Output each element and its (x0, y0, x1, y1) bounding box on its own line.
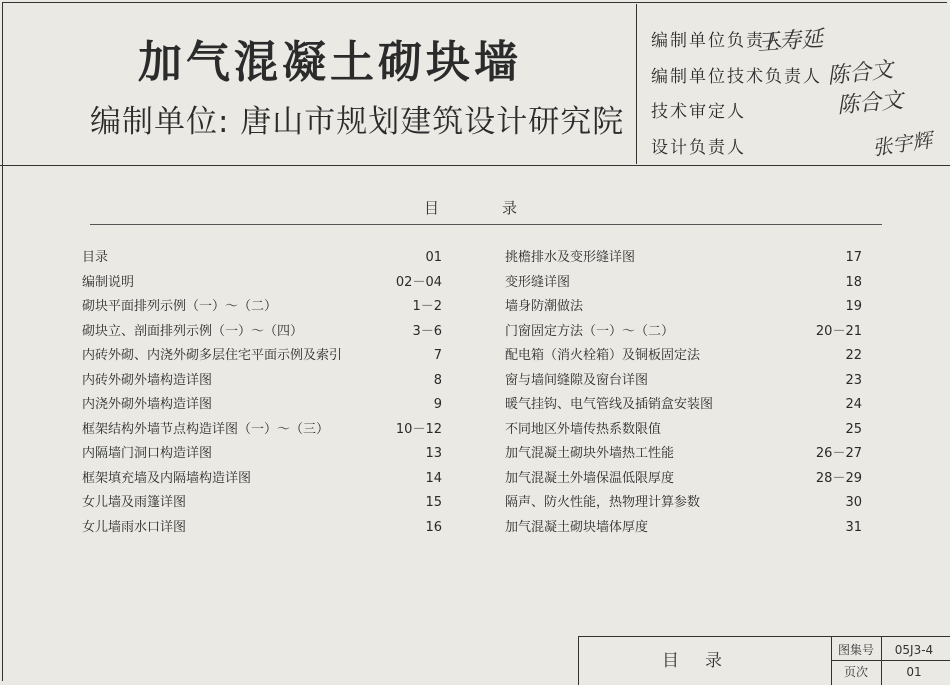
toc-entry-page: 30 (845, 495, 862, 511)
document-title: 加气混凝土砌块墙 (138, 37, 522, 88)
toc-entry (505, 246, 862, 271)
toc-entry-page: 3－6 (412, 323, 442, 339)
toc-entry (505, 320, 862, 345)
toc-entry-page: 26－27 (815, 446, 862, 462)
signature-design-lead: 张宇辉 (870, 127, 934, 161)
toc-divider (90, 224, 882, 225)
toc-entry-page: 28－29 (815, 470, 862, 486)
toc-entry-title: 变形缝详图 (505, 274, 571, 290)
toc-entry-page: 7 (433, 348, 442, 364)
toc-entry (82, 442, 442, 467)
toc-heading-char-2: 录 (502, 199, 518, 217)
toc-entry (505, 467, 862, 492)
title-block (578, 636, 950, 685)
toc-entry (505, 491, 862, 516)
toc-entry-title: 框架结构外墙节点构造详图（一）～（三） (82, 421, 330, 437)
toc-heading-char-1: 目 (424, 199, 440, 217)
toc-entry-title: 框架填充墙及内隔墙构造详图 (82, 470, 252, 486)
atlas-number-label: 图集号 (837, 643, 874, 657)
toc-entry-page: 1－2 (412, 299, 442, 315)
compiling-organization: 编制单位: 唐山市规划建筑设计研究院 (90, 104, 625, 140)
toc-entry-title: 内砖外砌、内浇外砌多层住宅平面示例及索引 (82, 348, 343, 364)
toc-entry-title: 女儿墙及雨篷详图 (82, 495, 187, 511)
toc-entry-page: 9 (433, 397, 442, 413)
atlas-number-value: 05J3-4 (894, 643, 934, 657)
toc-entry (82, 418, 442, 443)
toc-entry-title: 不同地区外墙传热系数限值 (505, 421, 662, 437)
toc-entry (505, 271, 862, 296)
resp-unit-head: 编制单位负责人 (651, 31, 784, 51)
signature-unit-head: 王寿延 (756, 26, 824, 57)
page-number-label: 页次 (843, 665, 868, 679)
toc-left-column (82, 246, 442, 541)
toc-entry-page: 20－21 (815, 323, 862, 339)
signature-reviewer: 陈合文 (836, 88, 905, 119)
toc-entry-page: 24 (845, 397, 862, 413)
toc-entry (82, 369, 442, 394)
toc-entry-title: 编制说明 (82, 274, 135, 290)
toc-entry-page: 23 (845, 372, 862, 388)
toc-entry (82, 516, 442, 541)
toc-entry-page: 01 (425, 250, 442, 265)
toc-entry-title: 目录 (82, 250, 109, 265)
toc-entry-page: 31 (845, 520, 862, 536)
signature-tech-head: 陈合文 (826, 57, 895, 90)
toc-entry (505, 442, 862, 467)
toc-entry-page: 02－04 (395, 274, 442, 290)
toc-entry (82, 467, 442, 492)
toc-entry-title: 配电箱（消火栓箱）及铜板固定法 (505, 348, 701, 364)
toc-entry-page: 22 (845, 348, 862, 364)
resp-tech-head: 编制单位技术负责人 (651, 67, 822, 87)
toc-entry (505, 295, 862, 320)
sheet-header (0, 0, 950, 166)
toc-entry-title: 门窗固定方法（一）～（二） (505, 323, 675, 339)
page-number-value: 01 (906, 665, 922, 679)
toc-entry (505, 344, 862, 369)
toc-entry (82, 295, 442, 320)
toc-entry-title: 窗与墙间缝隙及窗台详图 (505, 372, 649, 388)
toc-entry-page: 25 (845, 421, 862, 437)
title-block-title: 目录 (662, 651, 748, 671)
toc-entry (82, 344, 442, 369)
resp-design-lead: 设计负责人 (651, 138, 746, 158)
toc-entry-title: 砌块平面排列示例（一）～（二） (82, 299, 278, 315)
responsibility-panel (636, 4, 949, 164)
toc-entry-title: 内隔墙门洞口构造详图 (82, 446, 213, 462)
toc-entry-title: 内砖外砌外墙构造详图 (82, 372, 213, 388)
toc-entry-page: 17 (845, 250, 862, 265)
toc-entry (505, 516, 862, 541)
toc-entry (82, 320, 442, 345)
resp-reviewer: 技术审定人 (651, 102, 746, 122)
toc-entry-page: 13 (425, 446, 442, 462)
toc-entry-page: 10－12 (395, 421, 442, 437)
toc-entry (82, 393, 442, 418)
toc-entry-page: 8 (433, 372, 442, 388)
toc-entry-title: 暖气挂钩、电气管线及插销盒安装图 (505, 397, 714, 413)
toc-entry (82, 246, 442, 271)
toc-entry-title: 加气混凝土外墙保温低限厚度 (505, 470, 675, 486)
toc-entry-title: 隔声、防火性能，热物理计算参数 (505, 495, 701, 511)
toc-entry-page: 15 (425, 495, 442, 511)
toc-entry (505, 393, 862, 418)
toc-entry-page: 14 (425, 470, 442, 486)
toc-entry-page: 19 (845, 299, 862, 315)
toc-entry-page: 16 (425, 520, 442, 536)
toc-entry-title: 砌块立、剖面排列示例（一）～（四） (82, 323, 304, 339)
toc-entry-title: 加气混凝土砌块外墙热工性能 (505, 446, 675, 462)
toc-entry-page: 18 (845, 274, 862, 290)
toc-right-column (505, 246, 862, 541)
toc-entry-title: 挑檐排水及变形缝详图 (505, 250, 636, 265)
toc-entry (82, 491, 442, 516)
toc-entry-title: 墙身防潮做法 (505, 299, 584, 315)
toc-entry-title: 加气混凝土砌块墙体厚度 (505, 520, 649, 536)
toc-entry-title: 女儿墙雨水口详图 (82, 520, 187, 536)
toc-entry (505, 418, 862, 443)
toc-entry (82, 271, 442, 296)
toc-entry-title: 内浇外砌外墙构造详图 (82, 397, 213, 413)
toc-entry (505, 369, 862, 394)
